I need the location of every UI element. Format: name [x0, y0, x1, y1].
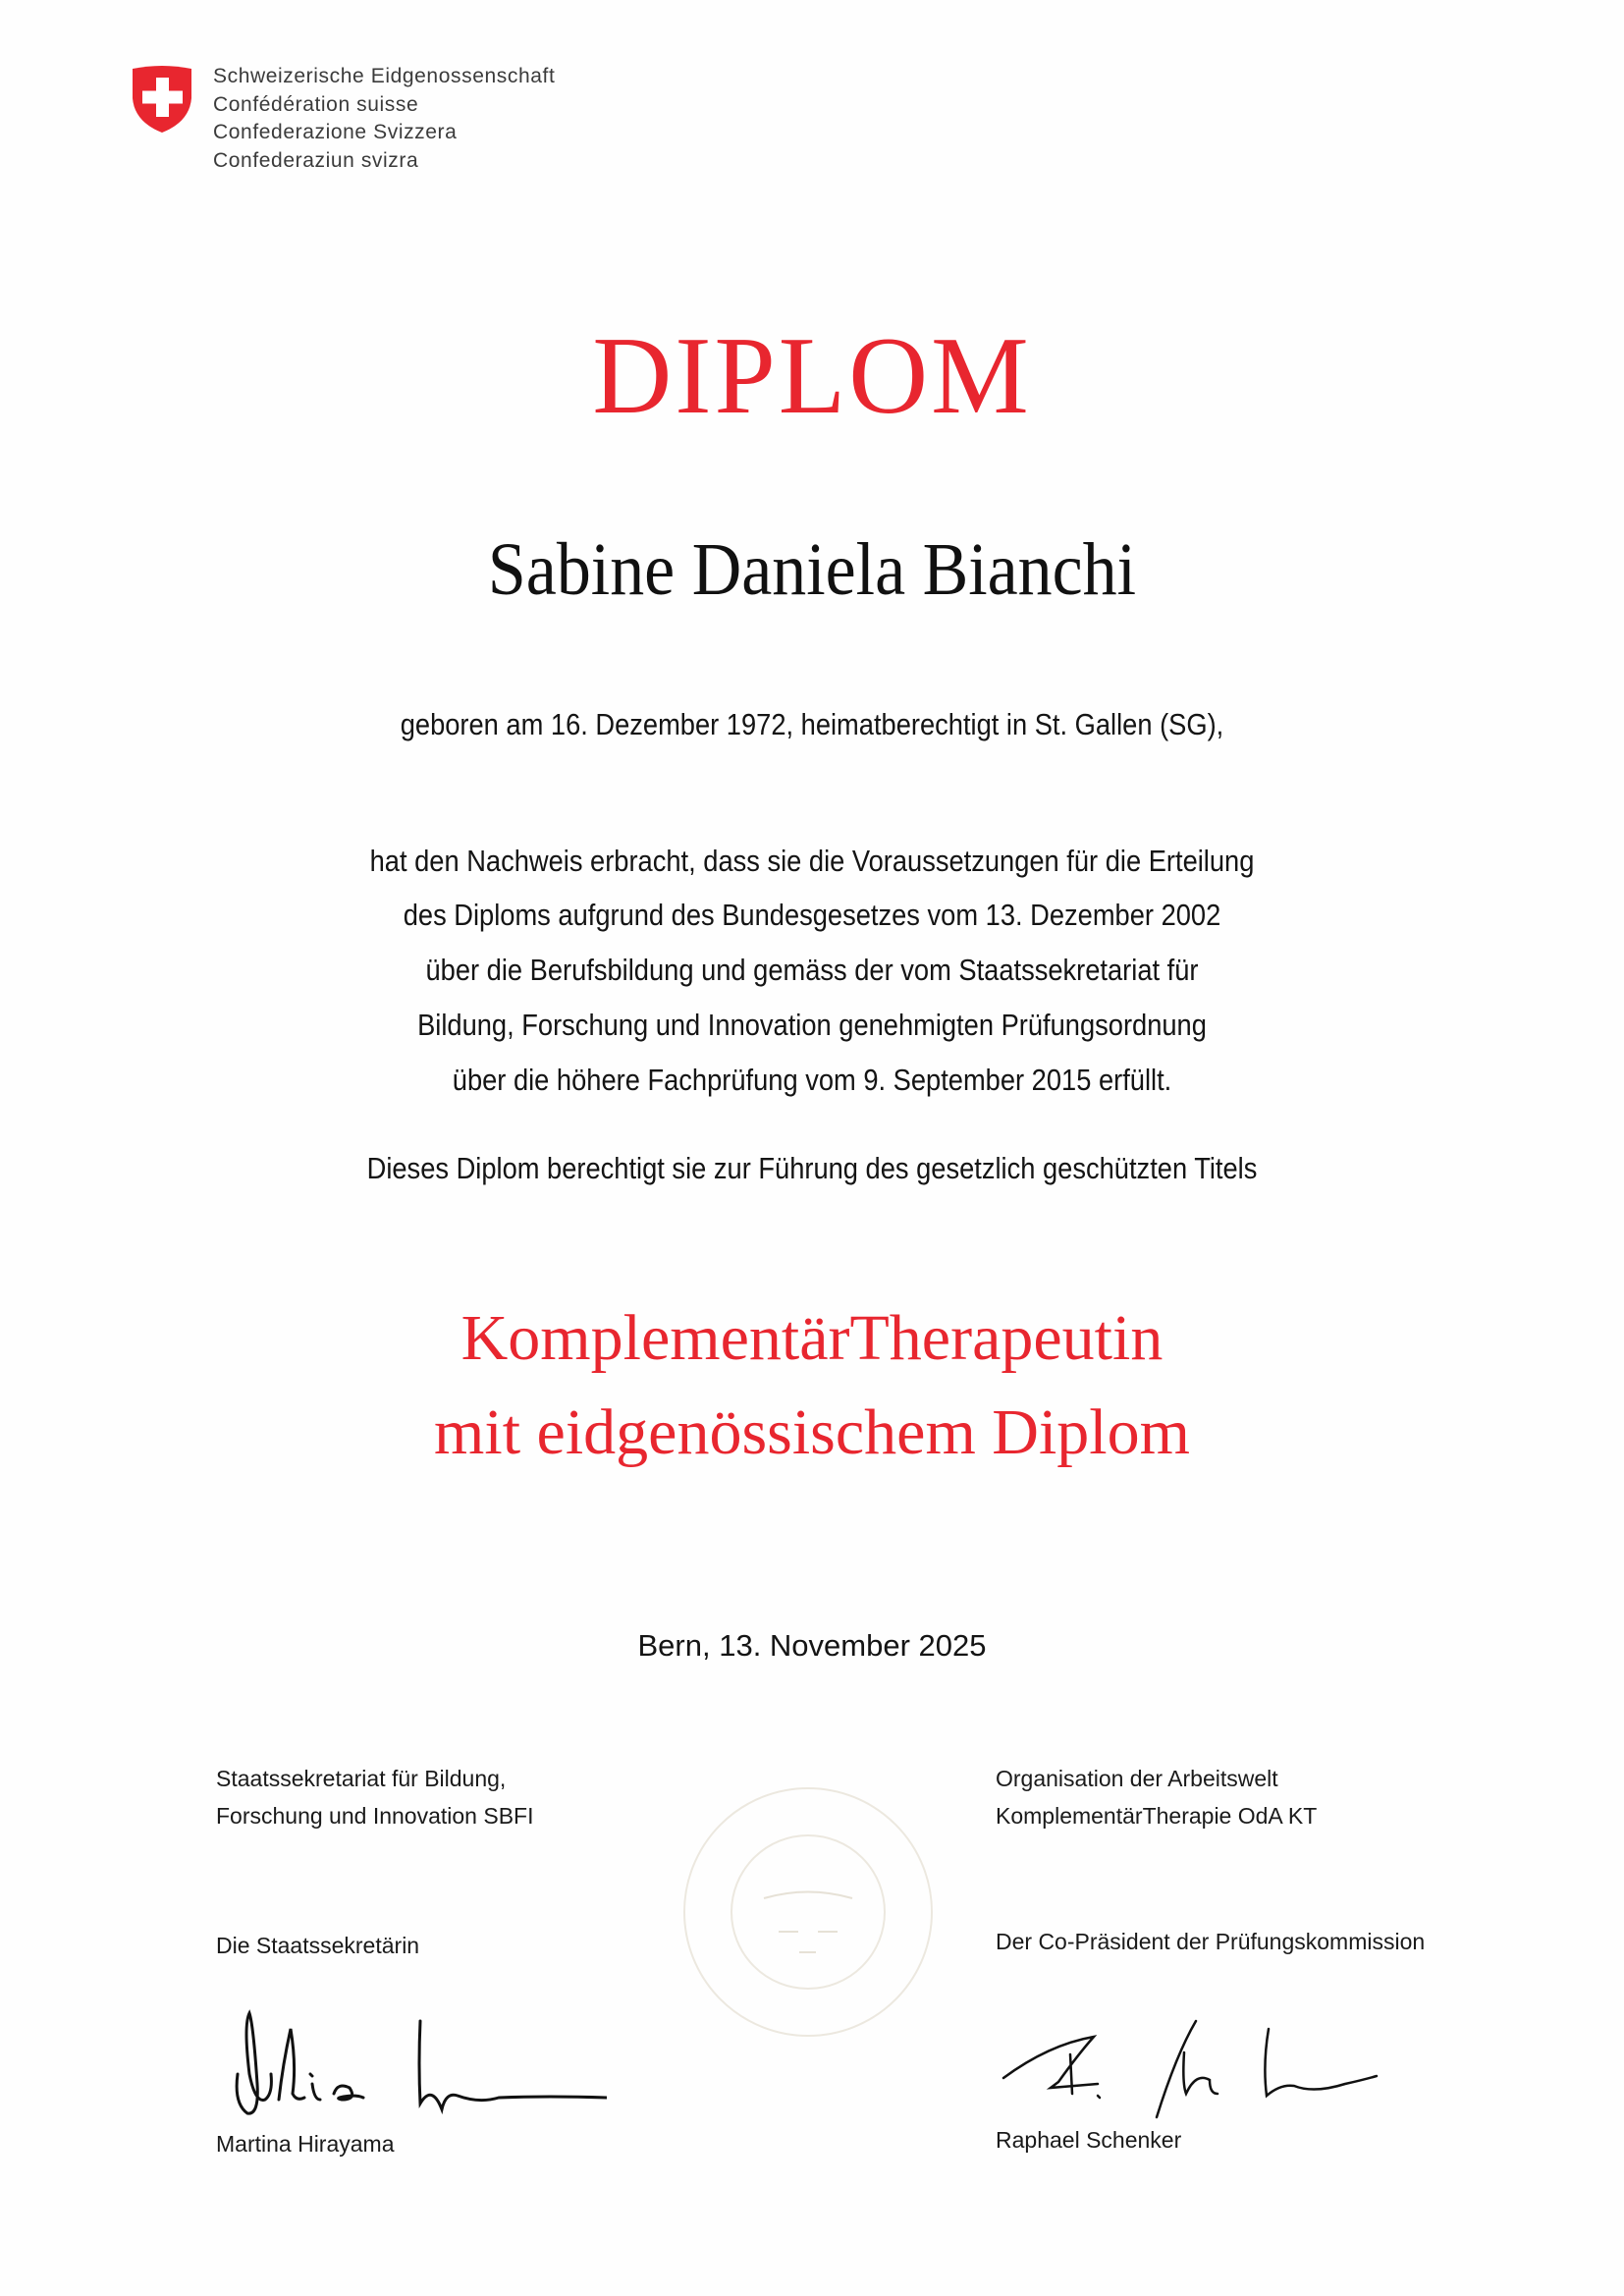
embossed-seal-icon [677, 1763, 972, 2057]
body-line-5: über die höhere Fachprüfung vom 9. September 2015 erfüllt. [452, 1063, 1172, 1097]
left-signatory [216, 1760, 533, 1834]
place-date: Bern, 13. November 2025 [637, 1628, 987, 1663]
confederation-line-it: Confederazione Svizzera [213, 121, 458, 143]
confederation-line-de: Schweizerische Eidgenossenschaft [213, 65, 556, 87]
body-line-2: des Diploms aufgrund des Bundesgesetzes vom 13. Dezember 2002 [403, 898, 1221, 932]
left-signatory-name: Martina Hirayama [216, 2131, 395, 2157]
left-org-line-2: Forschung und Innovation SBFI [216, 1803, 534, 1829]
left-org-line-1: Staatssekretariat für Bildung, [216, 1766, 507, 1791]
recipient-name: Sabine Daniela Bianchi [487, 528, 1137, 611]
professional-title-line-2: mit eidgenössischem Diplom [434, 1396, 1190, 1468]
left-signatory-role: Die Staatssekretärin [216, 1933, 420, 1958]
right-signatory-name: Raphael Schenker [996, 2127, 1182, 2153]
right-signature-icon [1000, 2015, 1392, 2128]
swiss-coat-of-arms-icon [131, 65, 193, 134]
body-line-4: Bildung, Forschung und Innovation genehmigten Prüfungsordnung [417, 1008, 1207, 1042]
right-signatory [996, 1760, 1317, 1834]
right-signatory-role: Der Co-Präsident der Prüfungskommission [996, 1929, 1426, 1954]
body-line-1: hat den Nachweis erbracht, dass sie die Voraussetzungen für die Erteilung [369, 844, 1255, 878]
right-org-line-1: Organisation der Arbeitswelt [996, 1766, 1278, 1791]
right-org-line-2: KomplementärTherapie OdA KT [996, 1803, 1318, 1829]
professional-title-line-1: KomplementärTherapeutin [460, 1302, 1164, 1374]
diploma-title: DIPLOM [592, 315, 1032, 437]
entitlement-line: Dieses Diplom berechtigt sie zur Führung des gesetzlich geschützten Titels [366, 1151, 1258, 1185]
body-line-3: über die Berufsbildung und gemäss der vom Staatssekretariat für [425, 953, 1199, 987]
confederation-names [213, 63, 555, 175]
confederation-line-fr: Confédération suisse [213, 92, 419, 116]
left-signature-icon [214, 2005, 607, 2128]
confederation-line-rm: Confederaziun svizra [213, 148, 419, 172]
birth-line: geboren am 16. Dezember 1972, heimatberechtigt in St. Gallen (SG), [400, 707, 1224, 741]
